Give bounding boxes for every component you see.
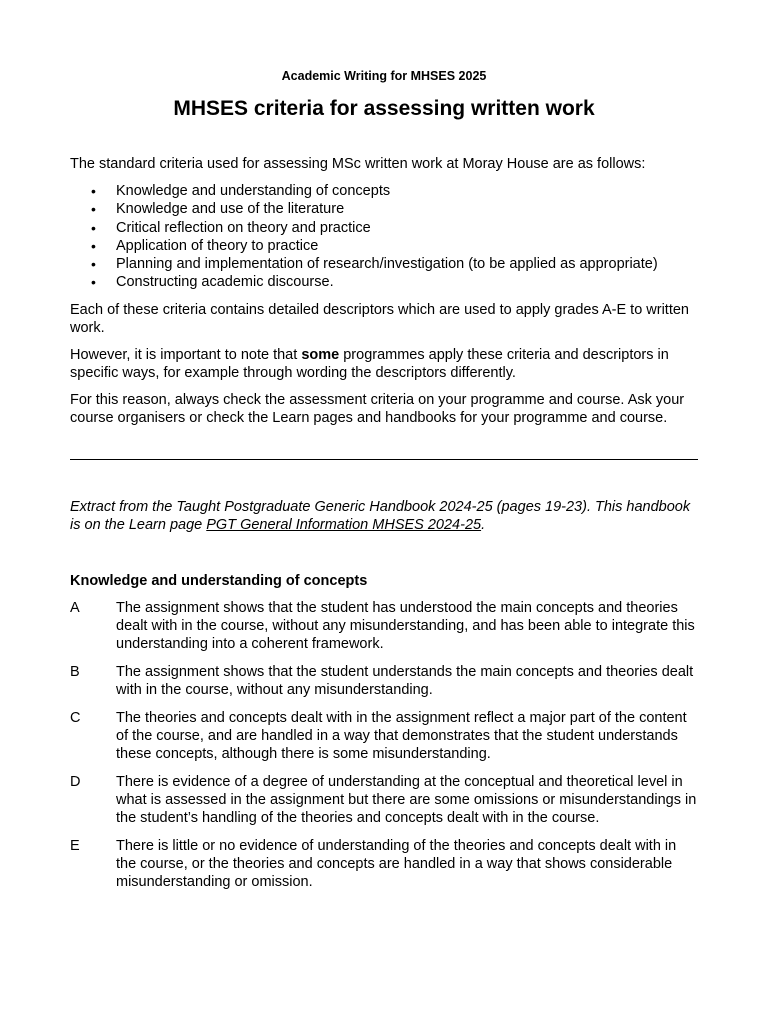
list-item-label: Knowledge and use of the literature <box>116 201 345 218</box>
bullet-icon: • <box>91 183 96 199</box>
list-item <box>70 237 698 255</box>
list-item-label: Knowledge and understanding of concepts <box>116 183 391 199</box>
list-item-label: Constructing academic discourse. <box>116 274 334 291</box>
grade-descriptor: There is evidence of a degree of understanding at the conceptual and theoretical level in what is assessed in the assignment but there are some omissions or misunderstandings in the student’s handling of the theories and concepts dealt with in the course. <box>116 773 697 826</box>
list-item <box>70 182 698 200</box>
list-item <box>70 255 698 273</box>
bullet-icon: • <box>91 237 96 254</box>
list-item-label: Application of theory to practice <box>116 237 319 254</box>
extract-note <box>70 498 698 534</box>
intro-text: The standard criteria used for assessing MSc written work at Moray House are as follows: <box>70 156 646 172</box>
grade-row <box>70 709 698 763</box>
document-page <box>70 0 698 891</box>
extract-text-after: . <box>481 516 486 533</box>
grade-descriptor: The assignment shows that the student understands the main concepts and theories dealt with in the course, without any misunderstanding. <box>116 663 694 698</box>
bullet-icon: • <box>91 274 96 291</box>
pgt-general-information-link[interactable]: PGT General Information MHSES 2024-25 <box>206 516 482 533</box>
page-title: MHSES criteria for assessing written work <box>173 97 595 120</box>
grade-descriptor: The theories and concepts dealt with in the assignment reflect a major part of the content of the course, and are handled in a way that demonstrates that the student understands these concepts, although there is some misunderstanding. <box>116 709 687 762</box>
however-paragraph <box>70 346 698 382</box>
criteria-list <box>70 182 698 292</box>
grade-letter: A <box>70 599 80 616</box>
grade-descriptor: There is little or no evidence of understanding of the theories and concepts dealt with in the course, or the theories and concepts are handled in a way that shows considerable misunderstanding or omission. <box>116 837 677 890</box>
however-emphasis: some <box>301 346 340 363</box>
list-item <box>70 273 698 291</box>
bullet-icon: • <box>91 256 96 273</box>
reason-paragraph: For this reason, always check the assessment criteria on your programme and course. Ask your course organisers or check the Learn pages and handbooks for your programme and course. <box>70 391 685 426</box>
list-item <box>70 219 698 237</box>
document-header: Academic Writing for MHSES 2025 <box>281 69 487 83</box>
grade-letter: B <box>70 663 80 680</box>
grade-row <box>70 773 698 827</box>
descriptors-paragraph: Each of these criteria contains detailed descriptors which are used to apply grades A-E to written work. <box>70 301 689 336</box>
list-item <box>70 200 698 218</box>
however-text-after: programmes apply these criteria and descriptors in specific ways, for example through wording the descriptors differently. <box>70 346 669 381</box>
grade-row <box>70 663 698 699</box>
section-divider <box>70 459 698 460</box>
extract-text-before: Extract from the Taught Postgraduate Generic Handbook 2024-25 (pages 19-23). This handbook is on the Learn page <box>70 498 691 533</box>
grade-letter: E <box>70 837 80 854</box>
bullet-icon: • <box>91 219 96 236</box>
however-text-before: However, it is important to note that <box>70 346 302 363</box>
grade-letter: C <box>70 709 81 726</box>
list-item-label: Critical reflection on theory and practice <box>116 219 371 236</box>
grade-row <box>70 599 698 653</box>
section-heading: Knowledge and understanding of concepts <box>70 572 368 589</box>
bullet-icon: • <box>91 201 96 218</box>
grade-descriptor: The assignment shows that the student has understood the main concepts and theories dealt with in the course, without any misunderstanding, and has been able to integrate this understanding into a coherent framework. <box>116 599 695 652</box>
list-item-label: Planning and implementation of research/investigation (to be applied as appropriate) <box>116 256 658 273</box>
grade-letter: D <box>70 773 81 790</box>
grade-row <box>70 837 698 891</box>
